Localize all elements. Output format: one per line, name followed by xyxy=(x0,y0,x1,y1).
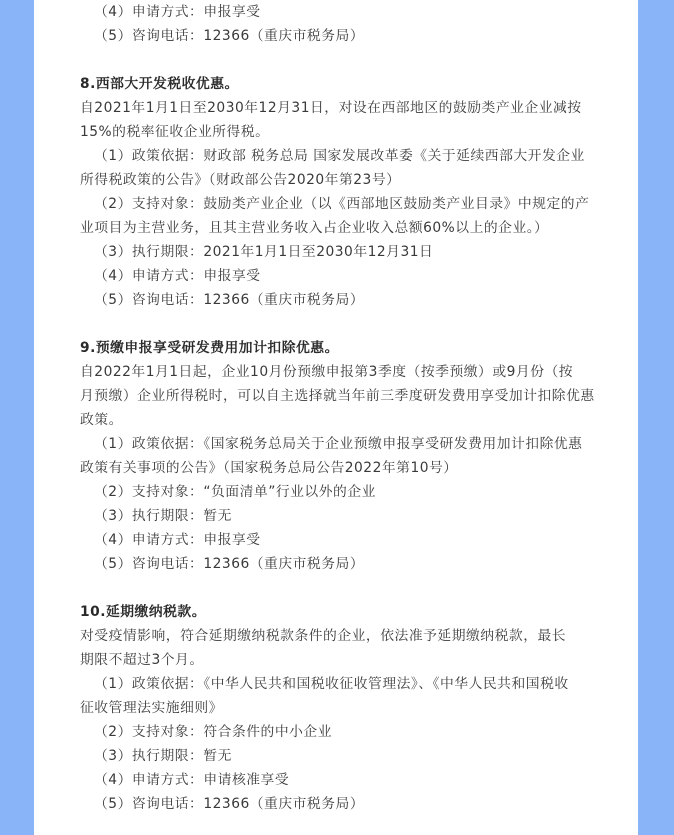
top-item-5: （5）咨询电话：12366（重庆市税务局） xyxy=(94,28,365,44)
section-8-item-1-line-2: 所得税政策的公告》（财政部公告2020年第23号） xyxy=(80,172,401,188)
top-item-4: （4）申请方式：申报享受 xyxy=(94,4,261,20)
section-10-item-5: （5）咨询电话：12366（重庆市税务局） xyxy=(94,796,365,812)
section-10-intro-line-2: 期限不超过3个月。 xyxy=(80,652,204,668)
section-10-item-1-line-1: （1）政策依据：《中华人民共和国税收征收管理法》、《中华人民共和国税收 xyxy=(94,676,569,692)
section-10-item-4: （4）申请方式：申请核准享受 xyxy=(94,772,290,788)
article-panel xyxy=(34,0,638,835)
section-9 xyxy=(80,336,620,576)
section-9-intro-line-2: 月预缴）企业所得税时，可以自主选择就当年前三季度研发费用享受加计扣除优惠 xyxy=(80,388,595,404)
spacer xyxy=(80,48,620,72)
section-8-item-2-line-1: （2）支持对象：鼓励类产业企业（以《西部地区鼓励类产业目录》中规定的产 xyxy=(94,196,590,212)
section-8-item-4: （4）申请方式：申报享受 xyxy=(94,268,261,284)
section-9-item-2: （2）支持对象：“负面清单”行业以外的企业 xyxy=(94,484,376,500)
spacer xyxy=(80,312,620,336)
section-9-intro-line-3: 政策。 xyxy=(80,412,123,428)
section-9-title: 9.预缴申报享受研发费用加计扣除优惠。 xyxy=(80,340,339,356)
section-8-item-3: （3）执行期限：2021年1月1日至2030年12月31日 xyxy=(94,244,434,260)
section-9-item-3: （3）执行期限：暂无 xyxy=(94,508,232,524)
spacer xyxy=(80,576,620,600)
section-9-intro-line-1: 自2022年1月1日起，企业10月份预缴申报第3季度（按季预缴）或9月份（按 xyxy=(80,364,574,380)
section-8-title: 8.西部大开发税收优惠。 xyxy=(80,76,239,92)
section-10-intro-line-1: 对受疫情影响，符合延期缴纳税款条件的企业，依法准予延期缴纳税款，最长 xyxy=(80,628,567,644)
section-9-item-1-line-2: 政策有关事项的公告》（国家税务总局公告2022年第10号） xyxy=(80,460,458,476)
section-8 xyxy=(80,72,620,312)
section-8-intro-line-2: 15%的税率征收企业所得税。 xyxy=(80,124,270,140)
section-10-title: 10.延期缴纳税款。 xyxy=(80,604,207,620)
section-8-item-1-line-1: （1）政策依据：财政部 税务总局 国家发展改革委《关于延续西部大开发企业 xyxy=(94,148,585,164)
section-10-item-1-line-2: 征收管理法实施细则》 xyxy=(80,700,223,716)
section-8-item-5: （5）咨询电话：12366（重庆市税务局） xyxy=(94,292,365,308)
section-8-intro-line-1: 自2021年1月1日至2030年12月31日，对设在西部地区的鼓励类产业企业减按 xyxy=(80,100,582,116)
section-8-item-2-line-2: 业项目为主营业务，且其主营业务收入占企业收入总额60%以上的企业。） xyxy=(80,220,549,236)
section-9-item-1-line-1: （1）政策依据：《国家税务总局关于企业预缴申报享受研发费用加计扣除优惠 xyxy=(94,436,583,452)
section-9-item-5: （5）咨询电话：12366（重庆市税务局） xyxy=(94,556,365,572)
section-10 xyxy=(80,600,620,816)
section-10-item-2: （2）支持对象：符合条件的中小企业 xyxy=(94,724,333,740)
section-10-item-3: （3）执行期限：暂无 xyxy=(94,748,232,764)
section-9-item-4: （4）申请方式：申报享受 xyxy=(94,532,261,548)
